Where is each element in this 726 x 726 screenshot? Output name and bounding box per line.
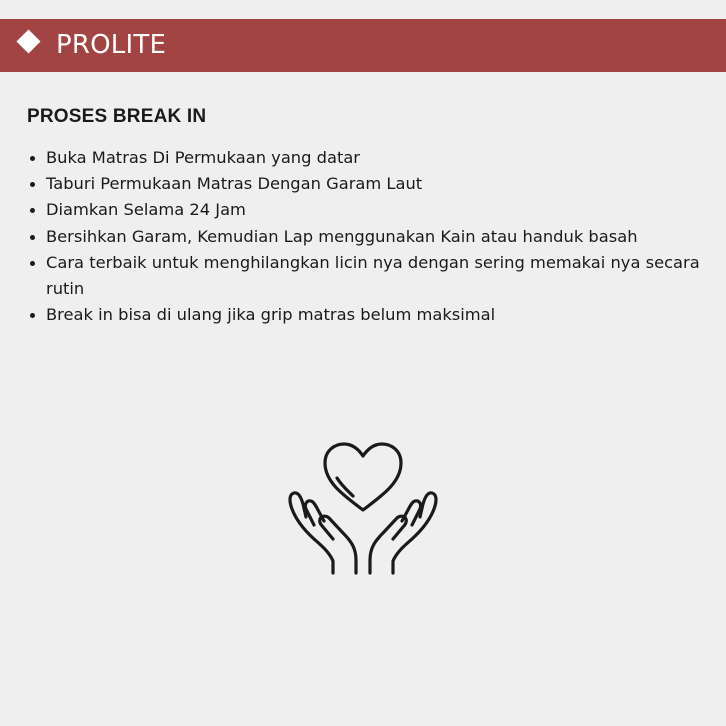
list-item [27,171,707,197]
step-text: Taburi Permukaan Matras Dengan Garam Laut [46,174,423,194]
list-item [27,197,707,223]
steps-list [27,145,707,328]
bullet-icon [30,156,35,161]
list-item [27,250,707,302]
diamond-icon [16,29,40,53]
bullet-icon [30,313,35,318]
bullet-icon [30,208,35,213]
list-item [27,145,707,171]
bullet-icon [30,182,35,187]
step-text: Break in bisa di ulang jika grip matras belum maksimal [46,305,496,325]
list-item [27,224,707,250]
step-text: Cara terbaik untuk menghilangkan licin nya dengan sering memakai nya secara rutin [46,252,700,299]
header-banner [0,19,726,72]
step-text: Buka Matras Di Permukaan yang datar [46,148,360,167]
hands-holding-heart-icon [282,441,444,577]
step-text: Diamkan Selama 24 Jam [46,200,246,220]
bullet-icon [30,261,35,266]
brand-title: PROLITE [56,30,167,60]
step-text: Bersihkan Garam, Kemudian Lap menggunakan Kain atau handuk basah [46,226,638,246]
list-item [27,302,707,328]
bullet-icon [30,235,35,240]
section-title: PROSES BREAK IN [27,106,207,127]
